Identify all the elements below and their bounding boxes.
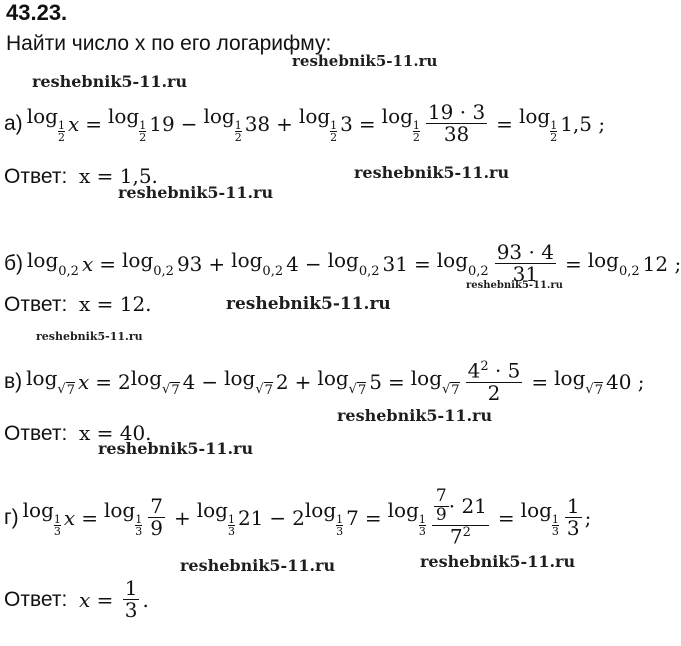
watermark: reshebnik5-11.ru [226,294,391,314]
watermark: reshebnik5-11.ru [118,183,274,202]
watermark: reshebnik5-11.ru [354,163,510,182]
watermark: reshebnik5-11.ru [36,330,143,343]
watermark: reshebnik5-11.ru [466,280,563,291]
problem-statement: Найти число x по его логарифму: [6,32,332,55]
watermark: reshebnik5-11.ru [420,552,576,571]
watermark: reshebnik5-11.ru [337,406,493,425]
part-label: а) [4,111,23,135]
answer-d: Ответ: x = $\frac{1}{3}$ . [4,576,149,622]
equation-c: в) log √ 7 x = 2 log √ 7 4 − log √ 7 2 + log √ 7 5 = log √ 7 $\frac{4^2 \cdot 5}{2}$ = log √ 7 40 ; [4,358,645,405]
problem-number: 43.23. [6,0,68,25]
equation-d: г) log 1 3 x = log 1 3 $\frac{7}{9}$ + log 1 3 21 − 2 log 1 3 7 = log 1 3 $\frac{7}{9}$ · 21 $7^2$ = log 1 3 $\frac{1}{3}$ ; [4,486,592,549]
part-label: г) [4,505,19,529]
part-label: б) [4,251,24,275]
equation-b: б) log 0,2 x = log 0,2 93 + log 0,2 4 − log 0,2 31 = log 0,2 $\frac{93 \cdot 4}{31}$ = log 0,2 12 ; [4,240,681,286]
equation-a: а) log 1 2 x = log 1 2 19 − log 1 2 38 + log 1 2 3 = log 1 2 $\frac{19 \cdot 3}{38}$ = log 1 2 1,5 ; [4,100,606,146]
watermark: reshebnik5-11.ru [180,556,336,575]
watermark: reshebnik5-11.ru [292,52,438,70]
answer-a: Ответ: x = 1,5. [4,164,158,188]
answer-c: Ответ: x = 40. [4,421,152,445]
watermark: reshebnik5-11.ru [98,439,254,458]
answer-b: Ответ: x = 12. [4,292,152,316]
watermark: reshebnik5-11.ru [32,72,188,91]
part-label: в) [4,369,23,393]
